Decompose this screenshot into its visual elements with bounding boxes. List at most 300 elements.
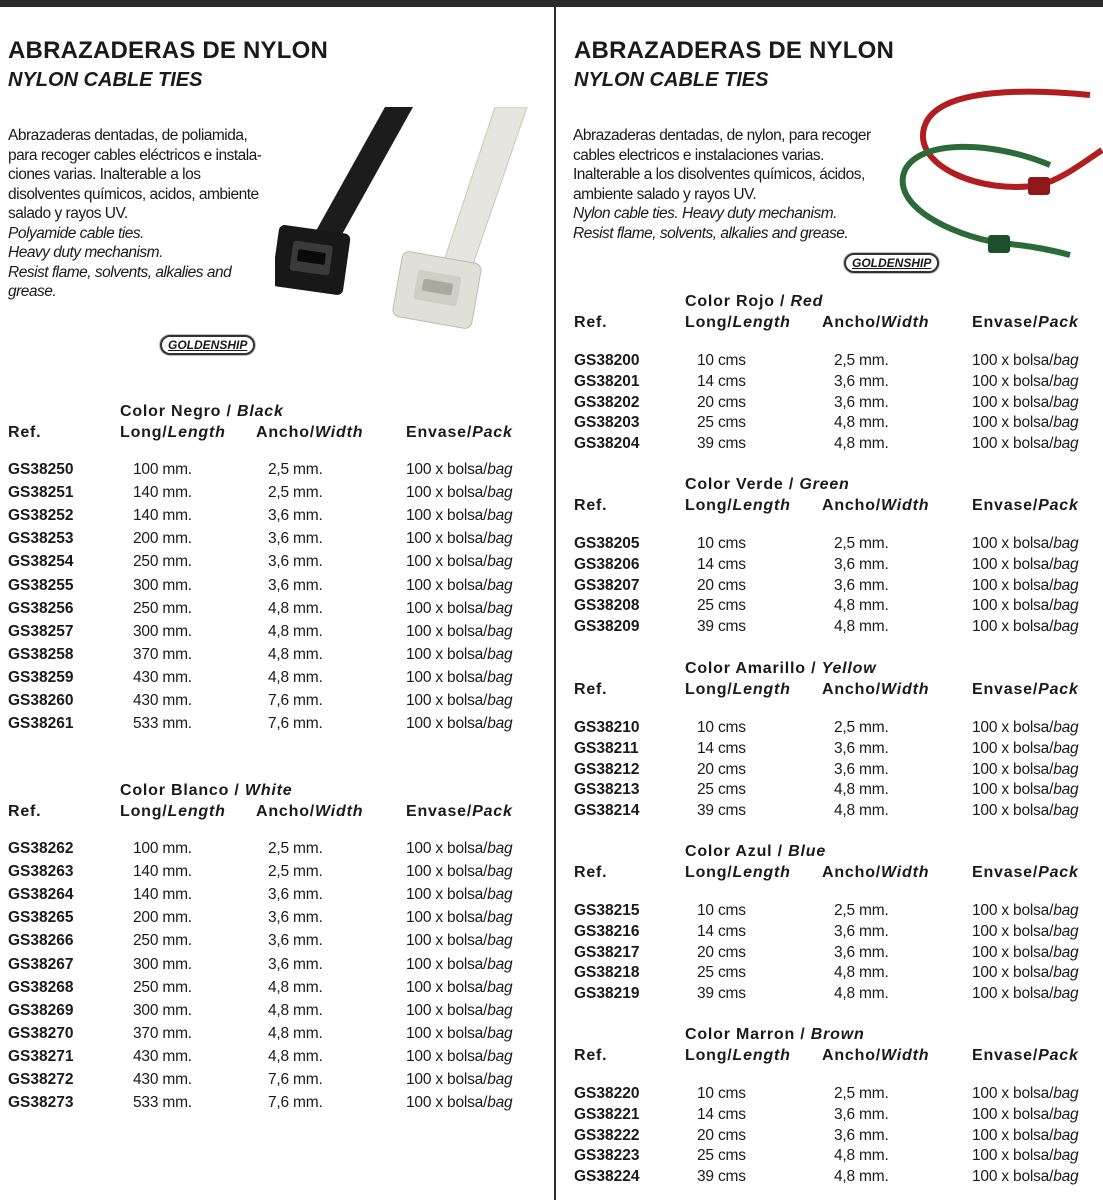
pack-en: bag — [487, 692, 513, 709]
cell-width: 3,6 mm. — [268, 576, 323, 594]
pack-es: 100 x bolsa/ — [972, 535, 1054, 552]
cell-ref: GS38252 — [8, 507, 74, 525]
cell-ref: GS38266 — [8, 932, 74, 950]
color-separator: / — [221, 403, 237, 420]
header-length-es: Long/ — [120, 803, 168, 820]
section-color-title — [685, 476, 850, 494]
pack-en: bag — [487, 461, 513, 478]
cell-pack — [972, 618, 1078, 636]
cell-length: 20 cms — [697, 576, 746, 594]
cell-length: 14 cms — [697, 922, 746, 940]
cell-length: 20 cms — [697, 760, 746, 778]
pack-es: 100 x bolsa/ — [972, 719, 1054, 736]
header-pack-es: Envase/ — [972, 681, 1039, 698]
cell-pack — [972, 535, 1078, 553]
cell-width: 4,8 mm. — [268, 1024, 323, 1042]
header-ref: Ref. — [574, 681, 608, 698]
pack-es: 100 x bolsa/ — [972, 618, 1054, 636]
header-length-en: Length — [732, 1047, 791, 1064]
table-row — [0, 646, 552, 668]
green-tie — [903, 147, 1070, 255]
pack-es: 100 x bolsa/ — [972, 1168, 1054, 1186]
pack-en: bag — [1053, 1168, 1079, 1186]
header-ref: Ref. — [8, 424, 42, 441]
header-pack — [972, 497, 1079, 515]
cell-pack — [406, 530, 512, 548]
pack-en: bag — [1053, 372, 1079, 390]
cell-pack — [406, 577, 512, 595]
pack-es: 100 x bolsa/ — [972, 597, 1054, 615]
pack-en: bag — [1053, 576, 1079, 594]
cell-length: 300 mm. — [133, 1001, 192, 1019]
cell-width: 3,6 mm. — [834, 1126, 889, 1144]
cell-width: 4,8 mm. — [834, 802, 889, 820]
cell-ref: GS38215 — [574, 902, 640, 919]
color-name-es: Color Amarillo — [685, 660, 806, 677]
table-row — [0, 530, 552, 552]
cell-pack — [972, 1147, 1078, 1165]
pack-es: 100 x bolsa/ — [406, 668, 488, 686]
cell-ref: GS38209 — [574, 618, 640, 636]
header-ref: Ref. — [574, 314, 608, 331]
cell-pack — [972, 761, 1078, 779]
cell-length: 39 cms — [697, 985, 746, 1003]
cell-width: 4,8 mm. — [834, 414, 889, 432]
page-subtitle: NYLON CABLE TIES — [574, 69, 769, 91]
description-line-en: grease. — [8, 283, 57, 300]
description-line-en: Polyamide cable ties. — [8, 224, 144, 242]
cell-ref: GS38268 — [8, 978, 74, 996]
pack-en: bag — [1053, 922, 1079, 940]
pack-es: 100 x bolsa/ — [406, 553, 488, 571]
table-row — [558, 923, 1103, 945]
pack-en: bag — [1053, 555, 1079, 573]
header-width-es: Ancho/ — [822, 681, 882, 698]
header-length-es: Long/ — [685, 497, 733, 514]
cell-ref: GS38265 — [8, 909, 74, 927]
cell-pack — [406, 600, 512, 618]
header-width-en: Width — [881, 314, 930, 331]
pack-es: 100 x bolsa/ — [406, 507, 488, 525]
pack-en: bag — [1053, 760, 1079, 778]
cell-pack — [406, 1048, 512, 1066]
table-row — [0, 715, 552, 737]
header-length — [685, 497, 791, 515]
color-name-es: Color Blanco — [120, 782, 230, 799]
header-pack-es: Envase/ — [972, 497, 1039, 514]
cell-width: 3,6 mm. — [834, 555, 889, 573]
cell-pack — [406, 692, 512, 710]
pack-es: 100 x bolsa/ — [972, 922, 1054, 940]
cell-length: 300 mm. — [133, 622, 192, 640]
cell-length: 430 mm. — [133, 668, 192, 686]
cell-pack — [972, 435, 1078, 453]
cell-width: 3,6 mm. — [834, 576, 889, 594]
header-length-en: Length — [732, 314, 791, 331]
header-width-es: Ancho/ — [822, 314, 882, 331]
cell-ref: GS38220 — [574, 1085, 640, 1102]
cell-ref: GS38202 — [574, 393, 640, 411]
table-row — [0, 979, 552, 1001]
header-width-en: Width — [881, 497, 930, 514]
pack-en: bag — [1053, 414, 1079, 432]
header-width — [822, 681, 929, 699]
table-row — [558, 577, 1103, 599]
header-pack-es: Envase/ — [406, 424, 473, 441]
cell-width: 3,6 mm. — [268, 886, 323, 904]
table-row — [0, 863, 552, 885]
cell-pack — [972, 1085, 1078, 1103]
table-row — [0, 577, 552, 599]
cell-pack — [406, 840, 512, 858]
section-color-title — [685, 843, 826, 861]
pack-es: 100 x bolsa/ — [406, 645, 488, 663]
pack-en: bag — [487, 530, 513, 548]
cell-ref: GS38218 — [574, 964, 640, 982]
pack-en: bag — [1053, 1105, 1079, 1123]
table-row — [558, 414, 1103, 436]
color-separator: / — [772, 843, 789, 860]
header-pack — [972, 314, 1079, 332]
cell-ref: GS38203 — [574, 414, 640, 432]
cell-pack — [406, 669, 512, 687]
cell-pack — [406, 1025, 512, 1043]
cell-width: 3,6 mm. — [268, 955, 323, 973]
header-width — [256, 424, 363, 442]
cell-ref: GS38270 — [8, 1024, 74, 1042]
table-row — [558, 985, 1103, 1007]
cell-length: 39 cms — [697, 1168, 746, 1186]
description-line-es: Abrazaderas dentadas, de nylon, para recoger — [573, 127, 871, 144]
cell-pack — [406, 484, 512, 502]
header-width — [822, 864, 929, 882]
table-row — [558, 618, 1103, 640]
table-row — [558, 352, 1103, 374]
cell-width: 2,5 mm. — [834, 535, 889, 552]
cell-width: 4,8 mm. — [268, 599, 323, 617]
description-line-es: para recoger cables eléctricos e instala- — [8, 146, 262, 164]
header-pack — [972, 681, 1079, 699]
pack-es: 100 x bolsa/ — [972, 393, 1054, 411]
cell-width: 2,5 mm. — [268, 863, 323, 881]
white-tie-strap — [437, 107, 527, 282]
cell-width: 2,5 mm. — [268, 484, 323, 502]
cable-ties-photo-black-white — [275, 107, 552, 337]
cell-length: 370 mm. — [133, 645, 192, 663]
cell-pack — [406, 507, 512, 525]
pack-en: bag — [487, 978, 513, 996]
cell-pack — [972, 964, 1078, 982]
table-row — [0, 1094, 552, 1116]
pack-es: 100 x bolsa/ — [972, 781, 1054, 799]
table-row — [558, 740, 1103, 762]
table-row — [0, 484, 552, 506]
cell-length: 39 cms — [697, 802, 746, 820]
header-length — [685, 681, 791, 699]
pack-es: 100 x bolsa/ — [972, 1126, 1054, 1144]
pack-es: 100 x bolsa/ — [972, 372, 1054, 390]
header-length-en: Length — [732, 681, 791, 698]
cell-width: 4,8 mm. — [268, 978, 323, 996]
header-length — [120, 424, 226, 442]
pack-en: bag — [487, 1071, 513, 1088]
pack-es: 100 x bolsa/ — [406, 932, 488, 950]
brand-badge: GOLDENSHIP — [160, 335, 255, 355]
header-pack-es: Envase/ — [972, 314, 1039, 331]
white-tie-head — [392, 251, 482, 330]
table-row — [558, 435, 1103, 457]
table-row — [558, 394, 1103, 416]
table-row — [0, 909, 552, 931]
cell-width: 3,6 mm. — [834, 372, 889, 390]
table-row — [0, 600, 552, 622]
header-length-es: Long/ — [685, 864, 733, 881]
header-pack — [406, 424, 513, 442]
cell-ref: GS38255 — [8, 576, 74, 594]
pack-en: bag — [1053, 985, 1079, 1003]
table-row — [558, 1147, 1103, 1169]
pack-en: bag — [487, 909, 513, 927]
cell-width: 3,6 mm. — [834, 760, 889, 778]
table-row — [558, 944, 1103, 966]
cell-pack — [972, 556, 1078, 574]
section-color-title — [120, 782, 292, 800]
color-name-en: Green — [799, 476, 850, 493]
color-name-es: Color Marron — [685, 1026, 796, 1043]
color-name-es: Color Rojo — [685, 293, 775, 310]
cell-width: 4,8 mm. — [268, 1047, 323, 1065]
cell-width: 4,8 mm. — [834, 964, 889, 982]
cell-ref: GS38273 — [8, 1094, 74, 1112]
pack-es: 100 x bolsa/ — [406, 576, 488, 594]
cell-ref: GS38222 — [574, 1126, 640, 1144]
pack-es: 100 x bolsa/ — [972, 435, 1054, 453]
cell-ref: GS38260 — [8, 692, 74, 709]
header-pack-en: Pack — [1038, 1047, 1079, 1064]
cell-length: 140 mm. — [133, 863, 192, 881]
table-row — [558, 719, 1103, 741]
pack-es: 100 x bolsa/ — [972, 902, 1054, 919]
pack-en: bag — [487, 840, 513, 857]
description-line-es: salado y rayos UV. — [8, 205, 128, 222]
cell-length: 20 cms — [697, 1126, 746, 1144]
pack-es: 100 x bolsa/ — [406, 1047, 488, 1065]
header-pack — [972, 1047, 1079, 1065]
pack-es: 100 x bolsa/ — [972, 739, 1054, 757]
cell-pack — [406, 461, 512, 479]
description-line-es: cables electricos e instalaciones varias. — [573, 146, 824, 164]
section-color-title — [685, 293, 823, 311]
table-row — [0, 1002, 552, 1024]
cell-length: 100 mm. — [133, 840, 192, 857]
pack-en: bag — [487, 932, 513, 950]
cell-width: 4,8 mm. — [834, 597, 889, 615]
pack-en: bag — [487, 668, 513, 686]
cell-length: 25 cms — [697, 1147, 746, 1165]
cell-width: 4,8 mm. — [834, 1147, 889, 1165]
cell-ref: GS38257 — [8, 622, 74, 640]
cell-ref: GS38212 — [574, 760, 640, 778]
pack-en: bag — [487, 622, 513, 640]
cell-width: 3,6 mm. — [268, 909, 323, 927]
cell-ref: GS38207 — [574, 576, 640, 594]
description-line-en: Nylon cable ties. Heavy duty mechanism. — [573, 205, 837, 222]
pack-en: bag — [1053, 1126, 1079, 1144]
cell-length: 430 mm. — [133, 1071, 192, 1088]
pack-en: bag — [487, 1094, 513, 1112]
pack-es: 100 x bolsa/ — [406, 1001, 488, 1019]
header-pack — [406, 803, 513, 821]
header-pack-en: Pack — [472, 424, 513, 441]
header-length-es: Long/ — [685, 681, 733, 698]
pack-es: 100 x bolsa/ — [406, 955, 488, 973]
pack-es: 100 x bolsa/ — [972, 1085, 1054, 1102]
cell-length: 370 mm. — [133, 1024, 192, 1042]
pack-es: 100 x bolsa/ — [972, 964, 1054, 982]
cell-pack — [406, 1094, 512, 1112]
pack-en: bag — [487, 886, 513, 904]
header-length-en: Length — [732, 864, 791, 881]
header-length — [685, 314, 791, 332]
cell-ref: GS38213 — [574, 781, 640, 799]
cell-width: 4,8 mm. — [834, 1168, 889, 1186]
product-description — [8, 126, 261, 302]
header-width-es: Ancho/ — [256, 803, 316, 820]
table-row — [0, 932, 552, 954]
table-row — [558, 902, 1103, 924]
cell-pack — [972, 902, 1078, 920]
table-row — [558, 373, 1103, 395]
cell-length: 430 mm. — [133, 1047, 192, 1065]
cell-ref: GS38214 — [574, 802, 640, 820]
table-row — [558, 556, 1103, 578]
pack-en: bag — [487, 1001, 513, 1019]
cell-ref: GS38200 — [574, 352, 640, 369]
header-length — [685, 864, 791, 882]
cell-pack — [972, 1168, 1078, 1186]
table-row — [558, 535, 1103, 557]
color-name-en: Black — [237, 403, 284, 420]
cell-length: 250 mm. — [133, 978, 192, 996]
color-name-en: Yellow — [821, 660, 877, 677]
color-name-en: Brown — [810, 1026, 865, 1043]
cell-length: 20 cms — [697, 943, 746, 961]
cell-pack — [972, 394, 1078, 412]
header-width-en: Width — [881, 681, 930, 698]
pack-es: 100 x bolsa/ — [406, 863, 488, 881]
description-line-es: disolventes químicos, acidos, ambiente — [8, 185, 259, 203]
header-pack-es: Envase/ — [972, 1047, 1039, 1064]
header-width-en: Width — [881, 1047, 930, 1064]
header-pack-es: Envase/ — [972, 864, 1039, 881]
cell-pack — [406, 956, 512, 974]
cell-width: 3,6 mm. — [268, 932, 323, 950]
cell-ref: GS38217 — [574, 943, 640, 961]
cell-ref: GS38254 — [8, 553, 74, 571]
table-row — [0, 886, 552, 908]
cell-width: 2,5 mm. — [834, 352, 889, 369]
cell-width: 3,6 mm. — [834, 922, 889, 940]
cell-ref: GS38261 — [8, 715, 74, 733]
cell-ref: GS38251 — [8, 484, 74, 502]
cell-pack — [406, 646, 512, 664]
header-pack-en: Pack — [1038, 314, 1079, 331]
header-length-en: Length — [732, 497, 791, 514]
pack-es: 100 x bolsa/ — [972, 943, 1054, 961]
top-rule — [0, 0, 1103, 7]
table-row — [558, 802, 1103, 824]
table-row — [0, 1048, 552, 1070]
header-width-es: Ancho/ — [822, 864, 882, 881]
header-width-en: Width — [881, 864, 930, 881]
cell-length: 250 mm. — [133, 553, 192, 571]
cell-length: 14 cms — [697, 739, 746, 757]
cell-ref: GS38201 — [574, 372, 640, 390]
cell-length: 14 cms — [697, 555, 746, 573]
pack-es: 100 x bolsa/ — [406, 599, 488, 617]
pack-es: 100 x bolsa/ — [406, 978, 488, 996]
cell-width: 7,6 mm. — [268, 1094, 323, 1112]
cell-length: 533 mm. — [133, 715, 192, 733]
pack-en: bag — [487, 1024, 513, 1042]
cell-pack — [972, 923, 1078, 941]
pack-es: 100 x bolsa/ — [406, 1094, 488, 1112]
color-name-es: Color Azul — [685, 843, 773, 860]
header-width-es: Ancho/ — [822, 1047, 882, 1064]
header-width-en: Width — [315, 803, 364, 820]
cell-pack — [406, 863, 512, 881]
cell-width: 4,8 mm. — [268, 668, 323, 686]
color-separator: / — [783, 476, 800, 493]
header-ref: Ref. — [8, 803, 42, 820]
description-line-es: ciones varias. Inalterable a los — [8, 166, 201, 183]
header-pack-en: Pack — [1038, 497, 1079, 514]
table-row — [558, 1085, 1103, 1107]
cell-width: 2,5 mm. — [268, 461, 323, 478]
pack-es: 100 x bolsa/ — [972, 802, 1054, 820]
cell-length: 10 cms — [697, 535, 746, 552]
cell-length: 39 cms — [697, 618, 746, 636]
description-line-en: Heavy duty mechanism. — [8, 244, 163, 261]
color-name-es: Color Verde — [685, 476, 784, 493]
cable-ties-photo-red-green — [890, 85, 1103, 265]
cell-length: 430 mm. — [133, 692, 192, 709]
section-color-title — [685, 660, 876, 678]
description-line-en: Resist flame, solvents, alkalies and — [8, 263, 232, 281]
cell-width: 4,8 mm. — [268, 645, 323, 663]
cell-width: 4,8 mm. — [834, 985, 889, 1003]
pack-en: bag — [1053, 719, 1079, 736]
color-separator: / — [805, 660, 822, 677]
cell-pack — [406, 886, 512, 904]
cell-pack — [972, 985, 1078, 1003]
cell-ref: GS38259 — [8, 668, 74, 686]
cell-width: 7,6 mm. — [268, 692, 323, 709]
cell-length: 533 mm. — [133, 1094, 192, 1112]
pack-en: bag — [487, 507, 513, 525]
cell-pack — [972, 597, 1078, 615]
header-length-en: Length — [167, 803, 226, 820]
cell-width: 2,5 mm. — [268, 840, 323, 857]
cell-ref: GS38250 — [8, 461, 74, 478]
cell-pack — [406, 623, 512, 641]
pack-es: 100 x bolsa/ — [406, 1024, 488, 1042]
table-row — [558, 597, 1103, 619]
header-width — [822, 314, 929, 332]
table-row — [558, 761, 1103, 783]
pack-en: bag — [1053, 435, 1079, 453]
cell-ref: GS38208 — [574, 597, 640, 615]
